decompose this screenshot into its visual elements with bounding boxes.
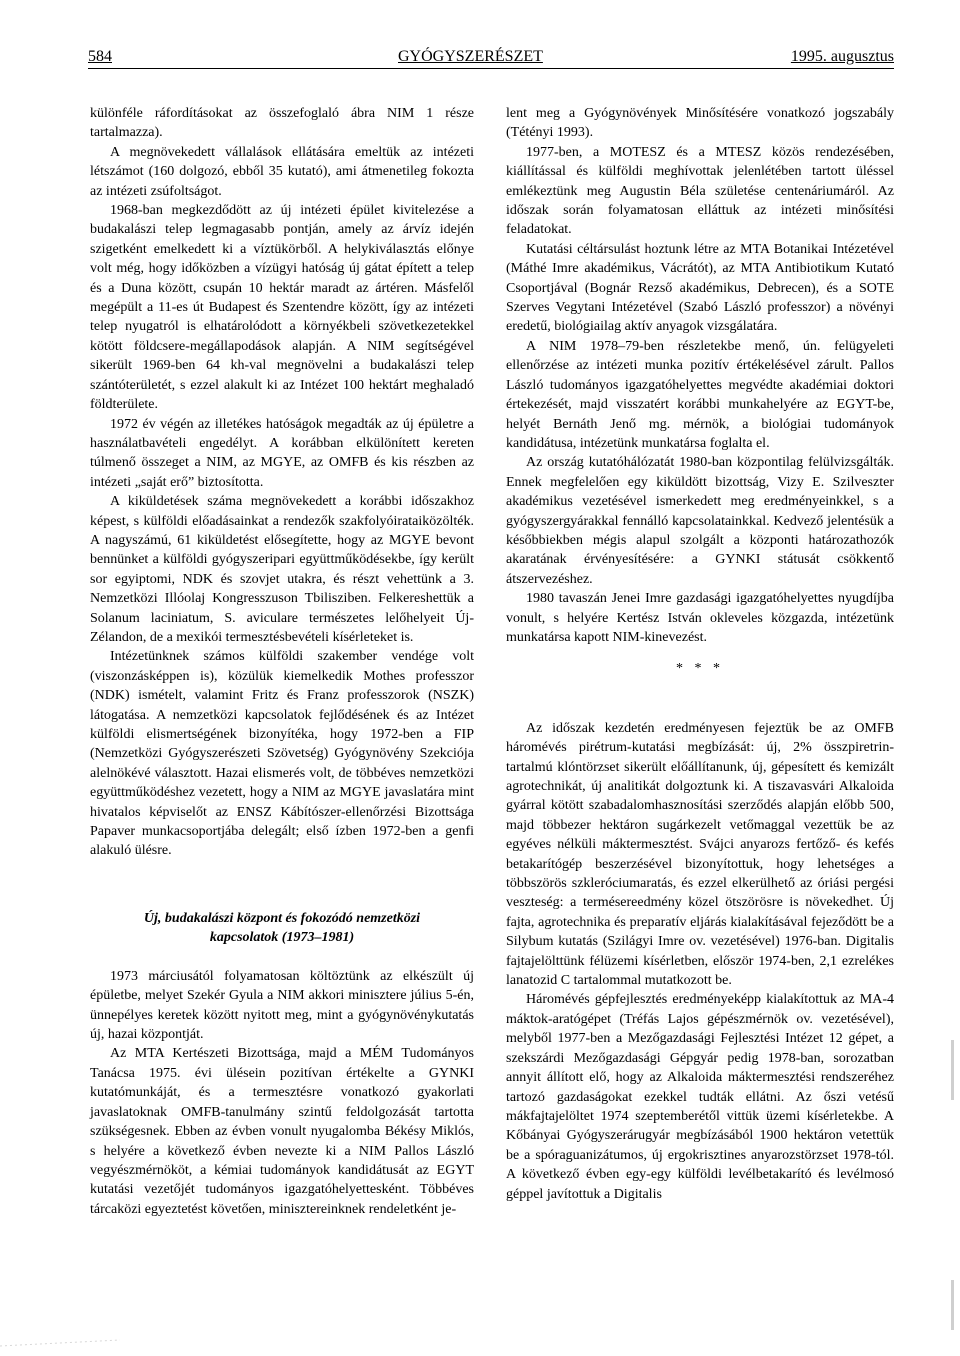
- right-column: [506, 104, 894, 1204]
- paragraph: A NIM 1978–79-ben részletekbe menő, ún. felügyeleti ellenőrzése az intézeti munka pozitív értékelésével zárult. Pallos László tudományos igazgatóhelyettes megvédte akadémiai doktori értekezését, majd visszatért korábbi munkahelyére az EGYT-be, helyét Bernáth Jenő mg. mérnök, a biológiai tudományok kandidátusa, intézetünk munkatársa foglalta el.: [506, 338, 894, 451]
- paragraph: Az ország kutatóhálózatát 1980-ban központilag felülvizsgálták. Ennek megfelelően egy kiküldött bizottság, Vizy E. Szilveszter akadémikus vezetésével ismerkedett meg eredményeinkkel, s a gyógyszergyárakkal fennálló kapcsolatainkkal. Kedvező jelentésük a későbbiekben mégis alapul szolgált a központi határozathozók akaratának érvényesítésére: a GYNKI státusát csökkentő átszervezéshez.: [506, 455, 894, 587]
- paragraph: 1968-ban megkezdődött az új intézeti épület kivitelezése a budakalászi telep legmagasabb pontján, amely az árvíz idején szigetként emelkedett ki a víztükörből. A helykiválasztás előnye volt még, hogy időközben a vízügyi hatóság új gátat épített a telep és a Duna között, csupán 10 hektár maradt az ártéren. Másfelől megépült a 11-es út Budapest és Szentendre között, így az intézeti telep nyugatról is elhatárolódott a környékbeli szövetkezetekkel kötött földcsere-megállapodások alapján. A NIM segítségével sikerült 1969-ben 64 kh-val megnövelni a budakalászi telep szántóterületét, s ezzel alakult ki az Intézet 100 hektárt meghaladó földterülete.: [90, 203, 474, 413]
- paragraph: különféle ráfordításokat az összefoglaló ábra NIM 1 része tartalmazza).: [90, 106, 474, 141]
- scan-noise: [0, 1316, 200, 1356]
- scan-edge-mark: [951, 1040, 954, 1100]
- paragraph: Intézetünknek számos külföldi szakember vendége volt (viszonzásképpen is), közülük kiemelkedik Mothes professzor (NDK) ismételt, valamint Fritz és Franz professzorok (NSZK) látogatása. A nemzetközi kapcsolatok fejlődésének és az Intézet külföldi elismertségének bizonyítéka, hogy 1972-ben a FIP (Nemzetközi Gyógyszerészeti Szövetség) Gyógynövény Szekciója alelnökévé választott. Hazai elismerés volt, de többéves nemzetközi együttműködéshez vezetett, hogy a NIM az MGYE javaslatára mint hivatalos képviselőt az ENSZ Kábítószer-ellenőrzési Bizottsága Papaver munkacsoportjába delegált; első ízben 1972-ben a genfi alakuló ülésre.: [90, 649, 474, 859]
- section-heading: [90, 909, 474, 947]
- page-number: 584: [88, 48, 112, 65]
- paragraph: Az időszak kezdetén eredményesen fejeztük be az OMFB háromévés pirétrum-kutatási megbízását: új, 2% összpiretrin-tartalmú klóntörzset sikerült előállítanunk, új, gépesített és kemizált agrotechnikát, új analitikát dolgoztunk ki. A tiszavasvári Alkaloida gyárral kötött szabadalomhasznosítási szerződés alapján előbb 500, majd többezer hektáron sugárkezelt vetőmaggal vezettük be az egyéves nélküli máktermesztést. Svájci anyarozs fertőző- és kefés betakarítógép beszerzésével bizonyítottuk, hogy lehetséges a többszörös szkleróciumaratás, és ezzel elkerülhető az óriási pergési veszteség: a termésereedmény közel ötszörösre is növekedhet. Új fajta, agrotechnika és preparatív eljárás kialakításával fejeződött be a Silybum kutatás (Szilágyi Imre ov. vezetésével) 1976-ban. Digitalis fajtajelölttünk félüzemi kísérletben, először 1974-ben, 2,1 ezrelékes lanatozid C tartalommal mutatkozott be.: [506, 720, 894, 989]
- paragraph: Az MTA Kertészeti Bizottsága, majd a MÉM Tudományos Tanácsa 1975. évi ülésein pozitívan értékelte a GYNKI kutatómunkáját, és a termesztésre vonatkozó gyakorlati javaslatoknak OMFB-tanulmány szintű feldolgozását tartotta szükségesnek. Ebben az évben vonult nyugalomba Békésy Miklós, s helyére a következő évben nevezte ki a NIM Pallos László vegyészmérnököt, a kémiai tudományok kandidátusát az EGYT kutatási vezetőjét tudományos igazgatóhelyettesként. Többéves tárcaközi egyeztetést követően, minisztereinknek rendeletként je-: [90, 1046, 474, 1217]
- scan-edge-mark: [951, 1280, 954, 1330]
- section-separator: * * *: [676, 661, 724, 677]
- paragraph: A kiküldetések száma megnövekedett a korábbi időszakhoz képest, s külföldi előadásainkat a rendezők szakfolyóirataiközölték. A nagyszámú, 61 kiküldetést elősegítette, hogy az MGYE bevont bennünket a külföldi gyógyszeripari együttműködésekbe, így került sor egyiptomi, NDK és szovjet utakra, és részt vehettünk a 3. Nemzetközi Illóolaj Kongresszuson Tbilisziben. Felkereshettük a Solanum laciniatum, S. aviculare természetes lelőhelyeit Új-Zélandon, de a mexikói termesztésbevételi kísérleteket is.: [90, 494, 474, 645]
- page-header: [88, 48, 894, 70]
- paragraph: 1980 tavaszán Jenei Imre gazdasági igazgatóhelyettes nyugdíjba vonult, s helyére Kertész István okleveles közgazda, intézetünk munkatársa kapott NIM-kinevezést.: [506, 591, 894, 645]
- header-rule: [88, 68, 894, 69]
- journal-title: GYÓGYSZERÉSZET: [398, 48, 543, 65]
- paragraph: Háromévés gépfejlesztés eredményeképp kialakítottuk az MA-4 máktok-aratógépet (Tréfás Lajos gépészmérnök ov. vezetésével), melyből 1977-ben a Mezőgazdasági Fejlesztési Intézet 12 gépet, a szekszárdi Mezőgazdasági Gépgyár pedig 1978-ban, sorozatban annyit állított elő, hogy az Alkaloida máktermesztési rendszeréhez tartozó gazdaságokat ezekkel tudták ellátni. Az őszi vetésű mákfajtajelöltet 1974 szeptemberétől vittük üzemi kísérletekbe. A Kőbányai Gyógyszerárugyár megbízásából 1900 hektáron vetettük be a spóraguanizátumos, új ergokrisztines anyarozstörzset 1978-tól. A következő évben egy-egy külföldi levélbetakarító és levélmosó géppel javítottuk a Digitalis: [506, 992, 894, 1202]
- paragraph: lent meg a Gyógynövények Minősítésére vonatkozó jogszabály (Tétényi 1993).: [506, 106, 894, 141]
- left-column: [90, 104, 474, 1219]
- paragraph: Kutatási céltársulást hoztunk létre az MTA Botanikai Intézetével (Máthé Imre akadémikus, Vácrátót), az MTA Antibiotikum Kutató Csoportjával (Bognár Rezső akadémikus, Debrecen), és a SOTE Szerves Vegytani Intézetével (Szabó László professzor) a növényi eredetű, biológiailag aktív anyagok vizsgálatára.: [506, 241, 894, 335]
- paragraph: 1972 év végén az illetékes hatóságok megadták az új épületre a használatbavételi engedélyt. A korábban elkülönített kereten túlmenő összeget a NIM, az MGYE, az OMFB és kis részben az intézeti „saját erő” biztosította.: [90, 416, 474, 490]
- issue-date: 1995. augusztus: [790, 48, 894, 65]
- paragraph: 1977-ben, a MOTESZ és a MTESZ közös rendezésében, kiállítással és külföldi meghívottak jelenlétében tartott üléssel emlékeztünk meg Augustin Béla születése centenáriumáról. Az időszak során folyamatosan elláttuk az intézeti minősítési feladatokat.: [506, 144, 894, 238]
- paragraph: 1973 márciusától folyamatosan költöztünk az elkészült új épületbe, melyet Szekér Gyula a NIM akkori minisztere július 5-én, ünnepélyes keretek között nyitott meg, mint a gyógynövénykutatás új, hazai központját.: [90, 968, 474, 1043]
- section-heading-line: kapcsolatok (1973–1981): [209, 929, 355, 945]
- paragraph: A megnövekedett vállalások ellátására emeltük az intézeti létszámot (160 dolgozó, ebből 35 kutató), ami átmenetileg fokozta az intézeti zsúfoltságot.: [90, 144, 474, 199]
- section-heading-line: Új, budakalászi központ és fokozódó nemzetközi: [143, 910, 421, 926]
